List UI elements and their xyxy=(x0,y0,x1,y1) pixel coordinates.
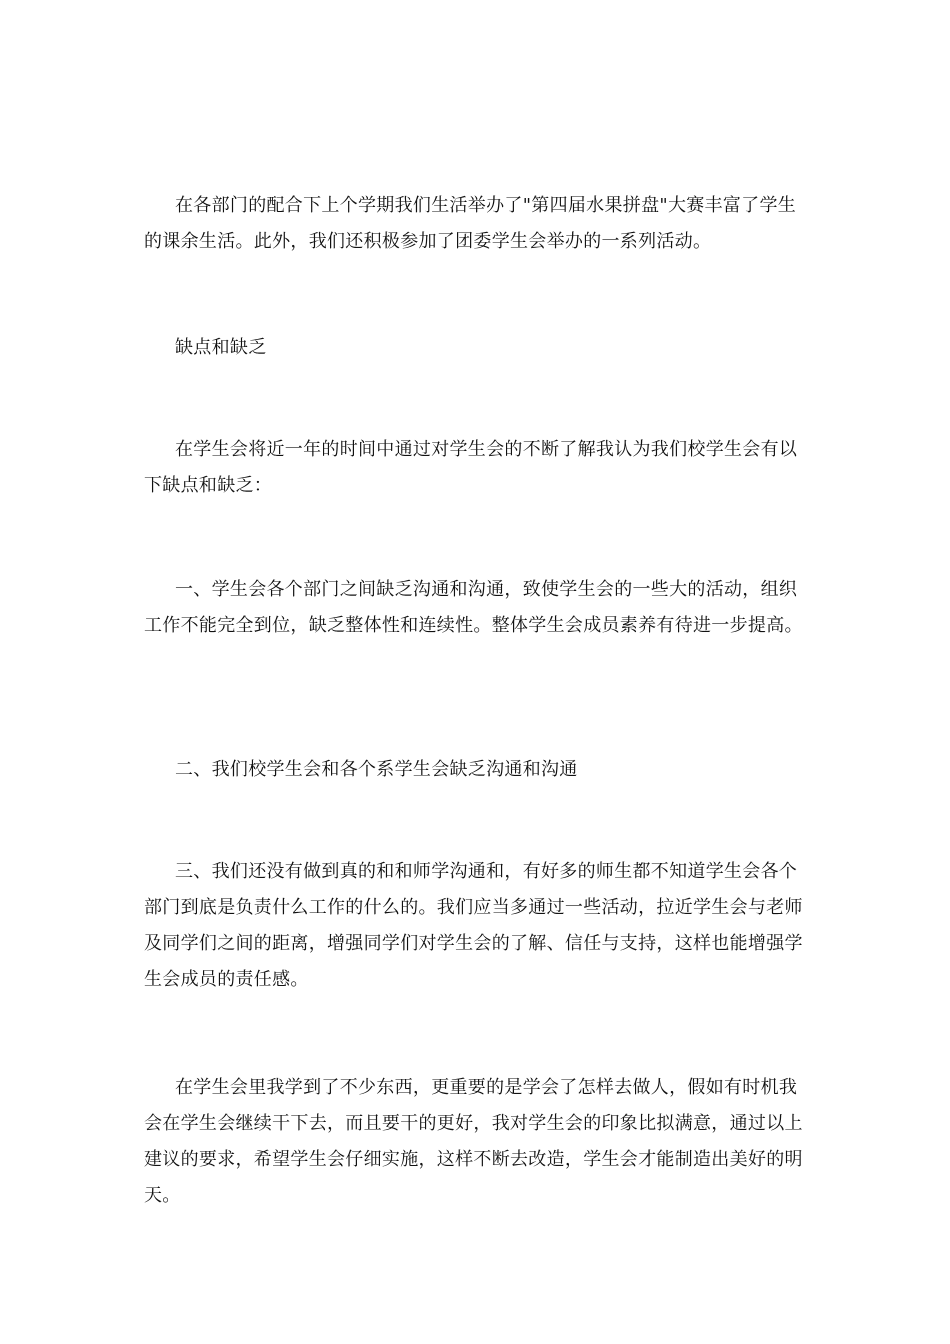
section-heading-shortcomings: 缺点和缺乏 xyxy=(175,337,267,358)
paragraph-point-three: 三、我们还没有做到真的和和师学沟通和，有好多的师生都不知道学生会各个部门到底是负责什么工作的什么的。我们应当多通过一些活动，拉近学生会与老师及同学们之间的距离，增强同学们对学生会的了解、信任与支持，这样也能增强学生会成员的责任感。 xyxy=(144,861,803,990)
paragraph-conclusion: 在学生会里我学到了不少东西，更重要的是学会了怎样去做人，假如有时机我会在学生会继续干下去，而且要干的更好，我对学生会的印象比拟满意，通过以上建议的要求，希望学生会仔细实施，这样不断去改造，学生会才能制造出美好的明天。 xyxy=(144,1077,803,1206)
paragraph-point-two: 二、我们校学生会和各个系学生会缺乏沟通和沟通 xyxy=(175,759,578,780)
paragraph-point-one: 一、学生会各个部门之间缺乏沟通和沟通，致使学生会的一些大的活动，组织工作不能完全到位，缺乏整体性和连续性。整体学生会成员素养有待进一步提高。 xyxy=(144,579,803,636)
paragraph-fruit-contest: 在各部门的配合下上个学期我们生活举办了"第四届水果拼盘"大赛丰富了学生的课余生活。此外，我们还积极参加了团委学生会举办的一系列活动。 xyxy=(144,195,797,252)
paragraph-shortcomings-intro: 在学生会将近一年的时间中通过对学生会的不断了解我认为我们校学生会有以下缺点和缺乏： xyxy=(144,439,798,496)
